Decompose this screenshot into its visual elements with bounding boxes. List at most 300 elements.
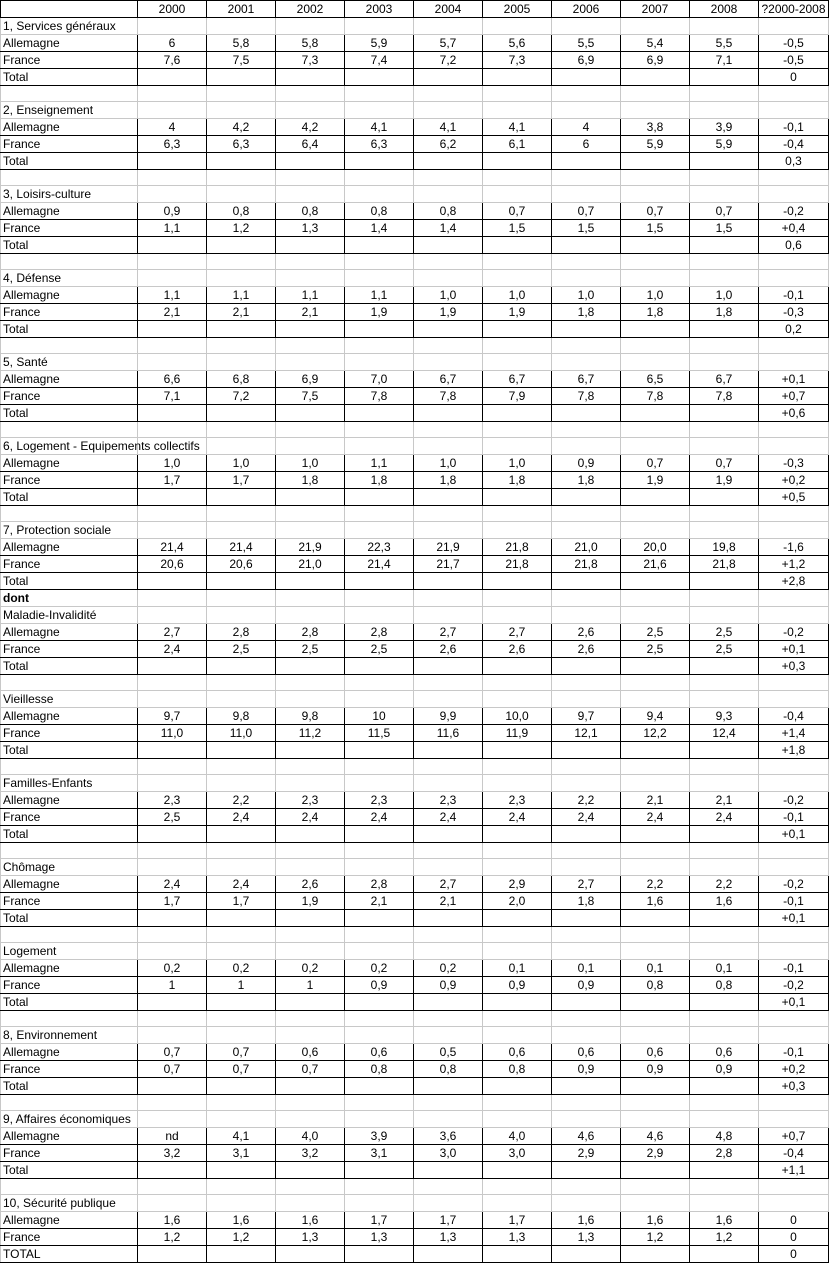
empty-cell[interactable]: [414, 675, 483, 691]
value-cell[interactable]: [207, 237, 276, 254]
empty-cell[interactable]: [414, 859, 483, 876]
value-cell[interactable]: 2,7: [414, 876, 483, 893]
empty-cell[interactable]: [414, 590, 483, 607]
row-label[interactable]: Total: [1, 1078, 138, 1095]
value-cell[interactable]: 2,3: [414, 792, 483, 809]
value-cell[interactable]: 21,8: [483, 539, 552, 556]
value-cell[interactable]: 0,7: [138, 1044, 207, 1061]
value-cell[interactable]: 1,9: [276, 893, 345, 910]
value-cell[interactable]: [621, 1162, 690, 1179]
value-cell[interactable]: 0,7: [483, 203, 552, 220]
empty-cell[interactable]: [483, 338, 552, 354]
empty-cell[interactable]: [345, 86, 414, 102]
empty-cell[interactable]: [759, 18, 829, 35]
value-cell[interactable]: 1,6: [690, 893, 759, 910]
value-cell[interactable]: [414, 405, 483, 422]
value-cell[interactable]: 0,2: [345, 960, 414, 977]
value-cell[interactable]: 1,0: [483, 287, 552, 304]
value-cell[interactable]: 2,1: [276, 304, 345, 321]
value-cell[interactable]: [276, 573, 345, 590]
value-cell[interactable]: [138, 826, 207, 843]
header-year[interactable]: 2005: [483, 1, 552, 18]
empty-cell[interactable]: [621, 590, 690, 607]
empty-cell[interactable]: [345, 1111, 414, 1128]
value-cell[interactable]: 1: [276, 977, 345, 994]
value-cell[interactable]: 10: [345, 708, 414, 725]
value-cell[interactable]: [690, 658, 759, 675]
empty-cell[interactable]: [621, 1027, 690, 1044]
empty-cell[interactable]: [483, 354, 552, 371]
value-cell[interactable]: [414, 742, 483, 759]
empty-cell[interactable]: [276, 270, 345, 287]
value-cell[interactable]: 2,6: [276, 876, 345, 893]
value-cell[interactable]: [621, 405, 690, 422]
value-cell[interactable]: [690, 826, 759, 843]
value-cell[interactable]: 6,9: [552, 52, 621, 69]
empty-cell[interactable]: [414, 943, 483, 960]
value-cell[interactable]: [621, 994, 690, 1011]
value-cell[interactable]: [138, 1246, 207, 1263]
value-cell[interactable]: 5,5: [690, 35, 759, 52]
value-cell[interactable]: 0,7: [207, 1044, 276, 1061]
empty-cell[interactable]: [552, 843, 621, 859]
empty-cell[interactable]: [414, 775, 483, 792]
value-cell[interactable]: [483, 826, 552, 843]
value-cell[interactable]: 2,1: [138, 304, 207, 321]
row-label[interactable]: France: [1, 220, 138, 237]
value-cell[interactable]: 0,7: [690, 455, 759, 472]
empty-cell[interactable]: [207, 1179, 276, 1195]
value-cell[interactable]: 0,9: [552, 455, 621, 472]
value-cell[interactable]: 2,4: [207, 876, 276, 893]
value-cell[interactable]: [414, 826, 483, 843]
value-cell[interactable]: 2,4: [483, 809, 552, 826]
value-cell[interactable]: [276, 321, 345, 338]
value-cell[interactable]: [414, 321, 483, 338]
empty-cell[interactable]: [138, 18, 207, 35]
empty-cell[interactable]: [552, 943, 621, 960]
value-cell[interactable]: 2,3: [276, 792, 345, 809]
value-cell[interactable]: 1,4: [345, 220, 414, 237]
value-cell[interactable]: [690, 1162, 759, 1179]
empty-cell[interactable]: [552, 422, 621, 438]
delta-cell[interactable]: +0,4: [759, 220, 829, 237]
value-cell[interactable]: [621, 826, 690, 843]
value-cell[interactable]: [552, 321, 621, 338]
value-cell[interactable]: 0,8: [345, 1061, 414, 1078]
value-cell[interactable]: 6,7: [690, 371, 759, 388]
value-cell[interactable]: [621, 321, 690, 338]
empty-cell[interactable]: [276, 1011, 345, 1027]
value-cell[interactable]: [414, 910, 483, 927]
empty-cell[interactable]: [207, 943, 276, 960]
empty-cell[interactable]: [345, 338, 414, 354]
value-cell[interactable]: [621, 1078, 690, 1095]
value-cell[interactable]: 0,8: [207, 203, 276, 220]
empty-cell[interactable]: [138, 775, 207, 792]
value-cell[interactable]: 21,0: [552, 539, 621, 556]
value-cell[interactable]: 2,4: [345, 809, 414, 826]
value-cell[interactable]: 7,8: [414, 388, 483, 405]
value-cell[interactable]: 22,3: [345, 539, 414, 556]
value-cell[interactable]: 1,2: [621, 1229, 690, 1246]
value-cell[interactable]: 7,3: [276, 52, 345, 69]
empty-cell[interactable]: [552, 691, 621, 708]
empty-cell[interactable]: [1, 86, 138, 102]
delta-cell[interactable]: -0,3: [759, 455, 829, 472]
empty-cell[interactable]: [621, 1095, 690, 1111]
empty-cell[interactable]: [483, 1027, 552, 1044]
delta-cell[interactable]: +0,7: [759, 1128, 829, 1145]
empty-cell[interactable]: [621, 1195, 690, 1212]
empty-cell[interactable]: [690, 270, 759, 287]
value-cell[interactable]: 6,7: [414, 371, 483, 388]
empty-cell[interactable]: [690, 522, 759, 539]
row-label[interactable]: Total: [1, 994, 138, 1011]
empty-cell[interactable]: [276, 506, 345, 522]
empty-cell[interactable]: [759, 1195, 829, 1212]
value-cell[interactable]: [207, 742, 276, 759]
empty-cell[interactable]: [690, 86, 759, 102]
value-cell[interactable]: 1,7: [483, 1212, 552, 1229]
empty-cell[interactable]: [690, 775, 759, 792]
value-cell[interactable]: [552, 237, 621, 254]
empty-cell[interactable]: [345, 102, 414, 119]
value-cell[interactable]: 9,7: [552, 708, 621, 725]
value-cell[interactable]: [483, 237, 552, 254]
empty-cell[interactable]: [345, 759, 414, 775]
empty-cell[interactable]: [138, 170, 207, 186]
empty-cell[interactable]: [138, 759, 207, 775]
value-cell[interactable]: 2,5: [621, 624, 690, 641]
value-cell[interactable]: [345, 405, 414, 422]
empty-cell[interactable]: [138, 506, 207, 522]
section-title[interactable]: 6, Logement - Equipements collectifs: [1, 438, 138, 455]
value-cell[interactable]: [345, 742, 414, 759]
row-label[interactable]: Total: [1, 573, 138, 590]
value-cell[interactable]: 2,0: [483, 893, 552, 910]
empty-cell[interactable]: [414, 270, 483, 287]
empty-cell[interactable]: [690, 859, 759, 876]
value-cell[interactable]: 0,7: [207, 1061, 276, 1078]
value-cell[interactable]: 4,2: [276, 119, 345, 136]
section-title[interactable]: Maladie-Invalidité: [1, 607, 138, 624]
empty-cell[interactable]: [138, 1179, 207, 1195]
value-cell[interactable]: 4,6: [621, 1128, 690, 1145]
value-cell[interactable]: 0,9: [483, 977, 552, 994]
empty-cell[interactable]: [207, 506, 276, 522]
empty-cell[interactable]: [621, 943, 690, 960]
value-cell[interactable]: 20,0: [621, 539, 690, 556]
empty-cell[interactable]: [552, 506, 621, 522]
value-cell[interactable]: 2,6: [483, 641, 552, 658]
delta-cell[interactable]: -0,1: [759, 960, 829, 977]
value-cell[interactable]: 6: [552, 136, 621, 153]
row-label[interactable]: France: [1, 893, 138, 910]
value-cell[interactable]: 7,0: [345, 371, 414, 388]
empty-cell[interactable]: [1, 1179, 138, 1195]
empty-cell[interactable]: [207, 1095, 276, 1111]
section-title[interactable]: 4, Défense: [1, 270, 138, 287]
value-cell[interactable]: 5,9: [690, 136, 759, 153]
value-cell[interactable]: 2,6: [414, 641, 483, 658]
value-cell[interactable]: 2,2: [552, 792, 621, 809]
header-delta[interactable]: ?2000-2008: [759, 1, 829, 18]
row-label[interactable]: Total: [1, 237, 138, 254]
empty-cell[interactable]: [138, 270, 207, 287]
empty-cell[interactable]: [759, 859, 829, 876]
value-cell[interactable]: 1,1: [138, 220, 207, 237]
value-cell[interactable]: [414, 237, 483, 254]
value-cell[interactable]: 2,8: [207, 624, 276, 641]
empty-cell[interactable]: [207, 86, 276, 102]
value-cell[interactable]: 0,9: [621, 1061, 690, 1078]
value-cell[interactable]: 0,2: [414, 960, 483, 977]
empty-cell[interactable]: [207, 759, 276, 775]
value-cell[interactable]: 1,8: [552, 893, 621, 910]
value-cell[interactable]: 1,6: [621, 1212, 690, 1229]
value-cell[interactable]: [414, 1162, 483, 1179]
section-title[interactable]: 8, Environnement: [1, 1027, 138, 1044]
value-cell[interactable]: 5,5: [552, 35, 621, 52]
value-cell[interactable]: [138, 489, 207, 506]
value-cell[interactable]: 0,2: [207, 960, 276, 977]
empty-cell[interactable]: [1, 927, 138, 943]
value-cell[interactable]: 1,5: [690, 220, 759, 237]
value-cell[interactable]: 12,2: [621, 725, 690, 742]
value-cell[interactable]: 7,4: [345, 52, 414, 69]
empty-cell[interactable]: [345, 927, 414, 943]
empty-cell[interactable]: [690, 18, 759, 35]
value-cell[interactable]: 5,8: [207, 35, 276, 52]
delta-cell[interactable]: 0,6: [759, 237, 829, 254]
empty-cell[interactable]: [552, 170, 621, 186]
value-cell[interactable]: 19,8: [690, 539, 759, 556]
delta-cell[interactable]: 0: [759, 1212, 829, 1229]
empty-cell[interactable]: [621, 607, 690, 624]
empty-cell[interactable]: [345, 522, 414, 539]
empty-cell[interactable]: [276, 86, 345, 102]
value-cell[interactable]: [207, 658, 276, 675]
empty-cell[interactable]: [621, 859, 690, 876]
value-cell[interactable]: 0,7: [138, 1061, 207, 1078]
value-cell[interactable]: 4,0: [276, 1128, 345, 1145]
empty-cell[interactable]: [138, 1011, 207, 1027]
empty-cell[interactable]: [621, 927, 690, 943]
row-label[interactable]: Total: [1, 69, 138, 86]
empty-cell[interactable]: [276, 1027, 345, 1044]
empty-cell[interactable]: [276, 522, 345, 539]
value-cell[interactable]: 1,2: [207, 220, 276, 237]
value-cell[interactable]: 0,1: [483, 960, 552, 977]
empty-cell[interactable]: [345, 506, 414, 522]
empty-cell[interactable]: [759, 354, 829, 371]
value-cell[interactable]: [276, 658, 345, 675]
empty-cell[interactable]: [207, 927, 276, 943]
empty-cell[interactable]: [276, 354, 345, 371]
row-label[interactable]: France: [1, 304, 138, 321]
value-cell[interactable]: [207, 994, 276, 1011]
empty-cell[interactable]: [759, 170, 829, 186]
empty-cell[interactable]: [414, 607, 483, 624]
empty-cell[interactable]: [483, 86, 552, 102]
delta-cell[interactable]: 0,3: [759, 153, 829, 170]
value-cell[interactable]: 2,3: [138, 792, 207, 809]
empty-cell[interactable]: [276, 18, 345, 35]
value-cell[interactable]: [621, 742, 690, 759]
value-cell[interactable]: [276, 153, 345, 170]
value-cell[interactable]: 4,1: [483, 119, 552, 136]
empty-cell[interactable]: [138, 859, 207, 876]
value-cell[interactable]: 1,5: [483, 220, 552, 237]
empty-cell[interactable]: [552, 607, 621, 624]
empty-cell[interactable]: [759, 1179, 829, 1195]
value-cell[interactable]: [345, 1078, 414, 1095]
section-title[interactable]: dont: [1, 590, 138, 607]
value-cell[interactable]: 1,8: [414, 472, 483, 489]
empty-cell[interactable]: [414, 102, 483, 119]
empty-cell[interactable]: [345, 859, 414, 876]
value-cell[interactable]: 21,9: [276, 539, 345, 556]
empty-cell[interactable]: [345, 1195, 414, 1212]
value-cell[interactable]: 1,8: [552, 304, 621, 321]
delta-cell[interactable]: +0,3: [759, 1078, 829, 1095]
empty-cell[interactable]: [690, 843, 759, 859]
empty-cell[interactable]: [483, 254, 552, 270]
value-cell[interactable]: 7,5: [207, 52, 276, 69]
empty-cell[interactable]: [690, 691, 759, 708]
value-cell[interactable]: [552, 826, 621, 843]
value-cell[interactable]: 1,3: [552, 1229, 621, 1246]
value-cell[interactable]: 2,8: [276, 624, 345, 641]
value-cell[interactable]: 1,6: [207, 1212, 276, 1229]
row-label[interactable]: Total: [1, 153, 138, 170]
value-cell[interactable]: 1,8: [621, 304, 690, 321]
value-cell[interactable]: 1,8: [276, 472, 345, 489]
empty-cell[interactable]: [345, 1011, 414, 1027]
empty-cell[interactable]: [138, 607, 207, 624]
empty-cell[interactable]: [1, 506, 138, 522]
value-cell[interactable]: [690, 69, 759, 86]
value-cell[interactable]: 3,2: [276, 1145, 345, 1162]
empty-cell[interactable]: [690, 422, 759, 438]
value-cell[interactable]: 6,7: [552, 371, 621, 388]
value-cell[interactable]: 4,1: [414, 119, 483, 136]
value-cell[interactable]: [552, 1078, 621, 1095]
value-cell[interactable]: 2,9: [621, 1145, 690, 1162]
row-label[interactable]: Allemagne: [1, 624, 138, 641]
value-cell[interactable]: [276, 826, 345, 843]
value-cell[interactable]: 4,1: [345, 119, 414, 136]
empty-cell[interactable]: [621, 759, 690, 775]
empty-cell[interactable]: [483, 422, 552, 438]
value-cell[interactable]: 1,8: [552, 472, 621, 489]
empty-cell[interactable]: [483, 522, 552, 539]
row-label[interactable]: Allemagne: [1, 960, 138, 977]
empty-cell[interactable]: [759, 943, 829, 960]
value-cell[interactable]: 9,9: [414, 708, 483, 725]
value-cell[interactable]: [690, 405, 759, 422]
empty-cell[interactable]: [414, 1011, 483, 1027]
value-cell[interactable]: [345, 994, 414, 1011]
value-cell[interactable]: 0,9: [690, 1061, 759, 1078]
value-cell[interactable]: [621, 489, 690, 506]
empty-cell[interactable]: [621, 338, 690, 354]
empty-cell[interactable]: [759, 86, 829, 102]
value-cell[interactable]: [207, 489, 276, 506]
empty-cell[interactable]: [621, 1011, 690, 1027]
value-cell[interactable]: 2,1: [690, 792, 759, 809]
delta-cell[interactable]: -0,2: [759, 977, 829, 994]
empty-cell[interactable]: [345, 270, 414, 287]
section-title[interactable]: Chômage: [1, 859, 138, 876]
value-cell[interactable]: [138, 153, 207, 170]
value-cell[interactable]: 7,8: [690, 388, 759, 405]
empty-cell[interactable]: [759, 338, 829, 354]
value-cell[interactable]: [345, 910, 414, 927]
empty-cell[interactable]: [759, 522, 829, 539]
value-cell[interactable]: 1,0: [414, 287, 483, 304]
header-year[interactable]: 2006: [552, 1, 621, 18]
value-cell[interactable]: [345, 573, 414, 590]
delta-cell[interactable]: +0,2: [759, 472, 829, 489]
value-cell[interactable]: [138, 742, 207, 759]
empty-cell[interactable]: [414, 338, 483, 354]
value-cell[interactable]: 1,0: [690, 287, 759, 304]
empty-cell[interactable]: [552, 927, 621, 943]
value-cell[interactable]: 1,0: [138, 455, 207, 472]
empty-cell[interactable]: [414, 1095, 483, 1111]
value-cell[interactable]: 11,9: [483, 725, 552, 742]
empty-cell[interactable]: [138, 590, 207, 607]
row-label[interactable]: Total: [1, 658, 138, 675]
value-cell[interactable]: 3,0: [414, 1145, 483, 1162]
value-cell[interactable]: 0,6: [690, 1044, 759, 1061]
value-cell[interactable]: 1,1: [345, 455, 414, 472]
value-cell[interactable]: 7,6: [138, 52, 207, 69]
value-cell[interactable]: 3,9: [345, 1128, 414, 1145]
value-cell[interactable]: [345, 826, 414, 843]
value-cell[interactable]: 3,6: [414, 1128, 483, 1145]
value-cell[interactable]: 20,6: [138, 556, 207, 573]
value-cell[interactable]: 2,2: [621, 876, 690, 893]
row-label[interactable]: Allemagne: [1, 287, 138, 304]
empty-cell[interactable]: [552, 859, 621, 876]
empty-cell[interactable]: [483, 675, 552, 691]
value-cell[interactable]: [483, 994, 552, 1011]
value-cell[interactable]: 4,1: [207, 1128, 276, 1145]
value-cell[interactable]: [414, 573, 483, 590]
empty-cell[interactable]: [138, 338, 207, 354]
empty-cell[interactable]: [483, 1179, 552, 1195]
value-cell[interactable]: [690, 994, 759, 1011]
empty-cell[interactable]: [414, 759, 483, 775]
delta-cell[interactable]: +0,5: [759, 489, 829, 506]
empty-cell[interactable]: [690, 759, 759, 775]
value-cell[interactable]: [414, 489, 483, 506]
value-cell[interactable]: [345, 321, 414, 338]
value-cell[interactable]: 6,9: [621, 52, 690, 69]
value-cell[interactable]: 1,3: [345, 1229, 414, 1246]
delta-cell[interactable]: -0,1: [759, 893, 829, 910]
value-cell[interactable]: [276, 910, 345, 927]
empty-cell[interactable]: [759, 775, 829, 792]
value-cell[interactable]: 0,6: [621, 1044, 690, 1061]
section-title[interactable]: 7, Protection sociale: [1, 522, 138, 539]
delta-cell[interactable]: -0,1: [759, 287, 829, 304]
empty-cell[interactable]: [483, 170, 552, 186]
value-cell[interactable]: [552, 153, 621, 170]
